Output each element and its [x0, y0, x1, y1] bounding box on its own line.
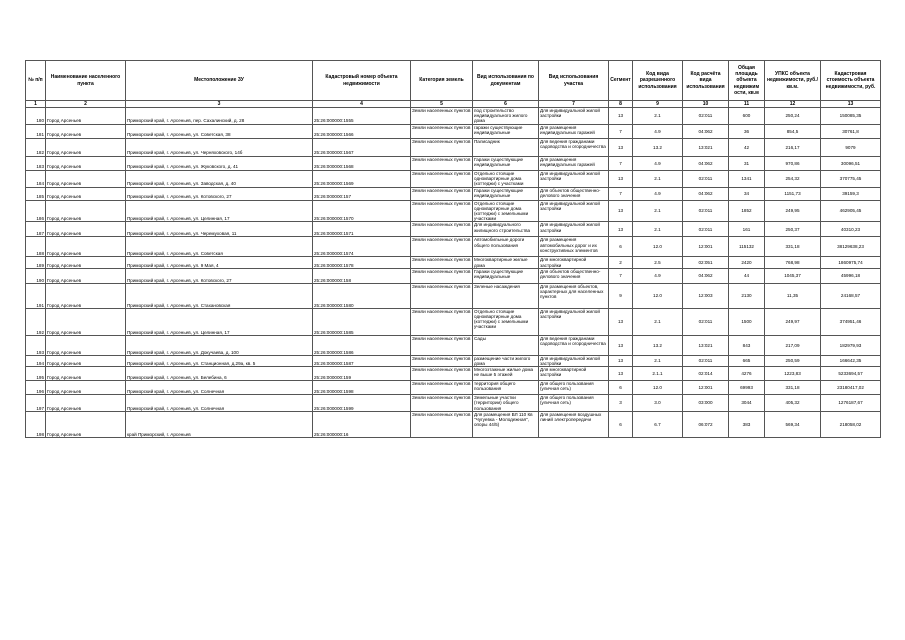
column-header: Кадастровая стоимость объекта недвижимости, руб.	[821, 61, 881, 101]
cell-use: Для индивидуальной жилой застройки	[539, 222, 609, 237]
cell-cad: 25:26:000000:1578	[313, 257, 411, 268]
column-header: Код расчёта вида использования	[683, 61, 729, 101]
cell-city: Город Арсеньев	[46, 222, 126, 237]
cell-cost: 30761,8	[821, 124, 881, 138]
cell-addr: Приморский край, г. Арсеньев, пер. Сахалинский, д. 28	[126, 108, 313, 125]
table-row	[26, 124, 881, 138]
cell-cat: Земли населенных пунктов	[411, 187, 473, 200]
cell-n: 192	[26, 308, 46, 335]
cell-area: 1341	[729, 170, 765, 187]
cell-seg: 6	[609, 381, 633, 395]
cell-addr: Приморский край, г. Арсеньев, ул. 9 Мая, 4	[126, 257, 313, 268]
cell-city: Город Арсеньев	[46, 108, 126, 125]
cell-city: Город Арсеньев	[46, 170, 126, 187]
cell-n: 196	[26, 381, 46, 395]
cell-use: Для ведения гражданами садоводства и огородничества	[539, 138, 609, 156]
cell-cad: 25:26:000000:1569	[313, 170, 411, 187]
cell-doc: Отдельно стоящие одноквартирные дома (коттеджи) с земельными участками	[473, 200, 539, 222]
cell-cost: 218058,02	[821, 411, 881, 437]
cell-addr: Приморский край, г. Арсеньев, ул. Солнечная	[126, 395, 313, 412]
cell-code: 2.1	[633, 170, 683, 187]
cell-seg: 7	[609, 124, 633, 138]
cell-cat: Земли населенных пунктов	[411, 395, 473, 412]
cell-upks: 249,95	[765, 200, 821, 222]
cell-cost: 23180417,02	[821, 381, 881, 395]
cell-n: 197	[26, 395, 46, 412]
column-header: Местоположение ЗУ	[126, 61, 313, 101]
column-header: Кадастровый номер объекта недвижимости	[313, 61, 411, 101]
cell-cost: 9079	[821, 138, 881, 156]
cell-seg: 13	[609, 200, 633, 222]
cell-doc: гаражи существующие индивидуальные	[473, 124, 539, 138]
column-number: 1	[26, 101, 46, 108]
cell-cost: 150085,35	[821, 108, 881, 125]
cell-upks: 331,18	[765, 237, 821, 257]
cell-doc: размещение части жилого дома	[473, 355, 539, 366]
cell-doc: территория общего пользования	[473, 381, 539, 395]
cell-area: 44	[729, 268, 765, 283]
table-row	[26, 108, 881, 125]
cell-calc: 12:001	[683, 237, 729, 257]
table-row	[26, 170, 881, 187]
cell-code: 2.1	[633, 108, 683, 125]
cell-cat: Земли населенных пунктов	[411, 268, 473, 283]
cell-n: 195	[26, 367, 46, 381]
cell-code: 4.9	[633, 124, 683, 138]
cell-use: Для размещения объектов, характерных для населенных пунктов	[539, 283, 609, 308]
table-row	[26, 335, 881, 355]
column-number: 8	[609, 101, 633, 108]
cell-doc: Сады	[473, 335, 539, 355]
cell-city: Город Арсеньев	[46, 355, 126, 366]
cell-calc: 06:072	[683, 411, 729, 437]
cell-calc: 02:011	[683, 200, 729, 222]
cell-cost: 374951,46	[821, 308, 881, 335]
column-number: 7	[539, 101, 609, 108]
cell-use: Для размещения индивидуальных гаражей	[539, 156, 609, 170]
cell-cad: 25:26:000000:16	[313, 411, 411, 437]
cell-n: 187	[26, 222, 46, 237]
cell-cost: 5233694,57	[821, 367, 881, 381]
cell-calc: 02:011	[683, 170, 729, 187]
cell-area: 1852	[729, 200, 765, 222]
cell-calc: 02:011	[683, 355, 729, 366]
cell-use: Для общего пользования (уличная сеть)	[539, 381, 609, 395]
cell-cad: 25:26:000000:1566	[313, 124, 411, 138]
table-row	[26, 308, 881, 335]
cell-cat: Земли населенных пунктов	[411, 257, 473, 268]
cell-addr: Приморский край, г. Арсеньев, ул. Советская, 38	[126, 124, 313, 138]
cell-calc: 02:011	[683, 308, 729, 335]
cell-n: 181	[26, 124, 46, 138]
cell-upks: 250,59	[765, 355, 821, 366]
table-row	[26, 355, 881, 366]
cell-doc: Гаражи существующие индивидуальные	[473, 187, 539, 200]
cell-city: Город Арсеньев	[46, 257, 126, 268]
cell-cad: 25:26:000000:1570	[313, 200, 411, 222]
cell-use: Для индивидуальной жилой застройки	[539, 170, 609, 187]
cell-code: 12.0	[633, 283, 683, 308]
cell-calc: 04:062	[683, 124, 729, 138]
table-row	[26, 411, 881, 437]
cell-area: 4276	[729, 367, 765, 381]
column-number-row	[26, 101, 881, 108]
cell-code: 2.1.1	[633, 367, 683, 381]
cell-addr: край Приморский, г. Арсеньев	[126, 411, 313, 437]
cell-cad: 25:26:000000:1567	[313, 138, 411, 156]
cell-code: 2.1	[633, 308, 683, 335]
cell-doc: Многоквартирные жилые дома	[473, 257, 539, 268]
cell-n: 185	[26, 187, 46, 200]
table-row	[26, 237, 881, 257]
cell-city: Город Арсеньев	[46, 283, 126, 308]
cell-upks: 1151,73	[765, 187, 821, 200]
cell-n: 189	[26, 257, 46, 268]
cell-n: 198	[26, 411, 46, 437]
cell-doc: Палисадник	[473, 138, 539, 156]
cell-city: Город Арсеньев	[46, 156, 126, 170]
cell-addr: Приморский край, г. Арсеньев, ул. Котовского, 27	[126, 187, 313, 200]
cell-city: Город Арсеньев	[46, 187, 126, 200]
cell-city: Город Арсеньев	[46, 395, 126, 412]
cell-n: 184	[26, 170, 46, 187]
column-header: Общая площадь объекта недвижим ости, кв.м	[729, 61, 765, 101]
table-row	[26, 138, 881, 156]
column-number: 2	[46, 101, 126, 108]
cell-area: 69993	[729, 381, 765, 395]
cell-area: 2420	[729, 257, 765, 268]
cell-upks: 970,86	[765, 156, 821, 170]
cell-seg: 7	[609, 187, 633, 200]
cell-calc: 04:062	[683, 268, 729, 283]
cell-city: Город Арсеньев	[46, 381, 126, 395]
cell-cad: 25:26:000000:1571	[313, 222, 411, 237]
cell-cad: 25:26:000000:1585	[313, 308, 411, 335]
cell-code: 2.1	[633, 355, 683, 366]
cell-code: 3.0	[633, 395, 683, 412]
table-row	[26, 200, 881, 222]
cell-cost: 182979,93	[821, 335, 881, 355]
cell-use: Для объектов общественно-делового значения	[539, 187, 609, 200]
cell-cad: 25:26:000000:1568	[313, 156, 411, 170]
cell-doc: Многоэтажные жилые дома не выше 5 этажей	[473, 367, 539, 381]
cell-addr: Приморский край, г. Арсеньев, ул. Котовского, 27	[126, 268, 313, 283]
cell-area: 600	[729, 108, 765, 125]
cell-upks: 854,5	[765, 124, 821, 138]
cell-cat: Земли населенных пунктов	[411, 308, 473, 335]
cell-n: 194	[26, 355, 46, 366]
cell-cat: Земли населенных пунктов	[411, 108, 473, 125]
cell-upks: 1223,83	[765, 367, 821, 381]
cell-calc: 13:021	[683, 138, 729, 156]
cell-n: 191	[26, 283, 46, 308]
cell-cad: 25:26:000000:1587	[313, 355, 411, 366]
column-header: Категория земель	[411, 61, 473, 101]
cell-cad: 25:26:000000:1598	[313, 381, 411, 395]
cell-n: 182	[26, 138, 46, 156]
cadastral-sheet	[25, 60, 880, 438]
cell-upks: 254,32	[765, 170, 821, 187]
cell-upks: 331,18	[765, 381, 821, 395]
cell-n: 180	[26, 108, 46, 125]
cell-cat: Земли населенных пунктов	[411, 411, 473, 437]
cell-code: 4.9	[633, 156, 683, 170]
cell-code: 4.9	[633, 268, 683, 283]
cell-cost: 39159,3	[821, 187, 881, 200]
cell-seg: 13	[609, 335, 633, 355]
cell-addr: Приморский край, г. Арсеньев, ул. Черемуховая, 11	[126, 222, 313, 237]
cell-doc: Для индивидуального жилищного строительства	[473, 222, 539, 237]
cell-city: Город Арсеньев	[46, 200, 126, 222]
cell-city: Город Арсеньев	[46, 367, 126, 381]
cell-cost: 166642,35	[821, 355, 881, 366]
cell-city: Город Арсеньев	[46, 268, 126, 283]
cell-cost: 462905,45	[821, 200, 881, 222]
table-row	[26, 395, 881, 412]
cell-addr: Приморский край, г. Арсеньев, ул. Целинная, 17	[126, 308, 313, 335]
cell-area: 665	[729, 355, 765, 366]
cell-upks: 768,98	[765, 257, 821, 268]
cell-cost: 30096,51	[821, 156, 881, 170]
cell-cat: Земли населенных пунктов	[411, 138, 473, 156]
cell-calc: 04:062	[683, 187, 729, 200]
cell-doc: Гаражи существующие индивидуальные	[473, 268, 539, 283]
cell-cost: 24168,57	[821, 283, 881, 308]
cell-area: 42	[729, 138, 765, 156]
cell-use: Для индивидуальной жилой застройки	[539, 200, 609, 222]
cell-addr: Приморский край, г. Арсеньев, ул. Целинная, 17	[126, 200, 313, 222]
cell-use: Для общего пользования (уличная сеть)	[539, 395, 609, 412]
column-number: 5	[411, 101, 473, 108]
cell-doc: Гаражи существующие индивидуальные	[473, 156, 539, 170]
column-number: 3	[126, 101, 313, 108]
cell-use: Для размещения автомобильных дорог и их конструктивных элементов	[539, 237, 609, 257]
cell-doc: Отдельно стоящие одноквартирные дома (коттеджи) с участками	[473, 170, 539, 187]
cell-doc: Для размещения ВЛ 110 Кв "Чугуевка - Молодежная", опоры 44/5)	[473, 411, 539, 437]
cell-area: 383	[729, 411, 765, 437]
table-row	[26, 283, 881, 308]
cell-upks: 250,24	[765, 108, 821, 125]
cell-use: Для индивидуальной жилой застройки	[539, 355, 609, 366]
cell-seg: 7	[609, 268, 633, 283]
cell-seg: 7	[609, 156, 633, 170]
cell-cost: 40310,23	[821, 222, 881, 237]
cell-doc: Зеленые насаждения	[473, 283, 539, 308]
cell-seg: 13	[609, 222, 633, 237]
cell-cat: Земли населенных пунктов	[411, 200, 473, 222]
cell-seg: 6	[609, 237, 633, 257]
cell-calc: 12:003	[683, 283, 729, 308]
cell-use: Для объектов общественно-делового значения	[539, 268, 609, 283]
table-row	[26, 156, 881, 170]
column-number: 13	[821, 101, 881, 108]
cadastral-table	[25, 60, 881, 438]
cell-area: 3044	[729, 395, 765, 412]
column-header: Вид использования участка	[539, 61, 609, 101]
cell-upks: 217,09	[765, 335, 821, 355]
cell-upks: 569,34	[765, 411, 821, 437]
cell-calc: 02:011	[683, 222, 729, 237]
cell-n: 183	[26, 156, 46, 170]
cell-area: 2130	[729, 283, 765, 308]
cell-cost: 38129638,23	[821, 237, 881, 257]
cell-area: 36	[729, 124, 765, 138]
cell-cat: Земли населенных пунктов	[411, 335, 473, 355]
cell-area: 161	[729, 222, 765, 237]
cell-city: Город Арсеньев	[46, 335, 126, 355]
cell-addr: Приморский край, г. Арсеньев, ул. Жуковского, д. 41	[126, 156, 313, 170]
cell-use: Для индивидуальной жилой застройки	[539, 308, 609, 335]
cell-use: Для многоквартирной застройки	[539, 367, 609, 381]
cell-use: Для размещения воздушных линий электропередачи	[539, 411, 609, 437]
table-row	[26, 381, 881, 395]
cell-addr: Приморский край, г. Арсеньев, ул. Станционная, д.29а, кв. 5	[126, 355, 313, 366]
cell-addr: Приморский край, г. Арсеньев, ул. Докучаева, д. 100	[126, 335, 313, 355]
cell-cost: 370775,45	[821, 170, 881, 187]
column-number: 9	[633, 101, 683, 108]
cell-area: 34	[729, 187, 765, 200]
column-number: 11	[729, 101, 765, 108]
cell-city: Город Арсеньев	[46, 124, 126, 138]
cell-seg: 13	[609, 355, 633, 366]
cell-upks: 11,35	[765, 283, 821, 308]
cell-upks: 249,97	[765, 308, 821, 335]
cell-cat: Земли населенных пунктов	[411, 170, 473, 187]
cell-n: 193	[26, 335, 46, 355]
cell-seg: 13	[609, 138, 633, 156]
cell-cad: 25:26:000000:1586	[313, 335, 411, 355]
cell-calc: 02:011	[683, 108, 729, 125]
cell-code: 2.1	[633, 200, 683, 222]
cell-cat: Земли населенных пунктов	[411, 367, 473, 381]
cell-use: Для размещения индивидуальных гаражей	[539, 124, 609, 138]
cell-addr: Приморский край, г. Арсеньев, ул. Советская	[126, 237, 313, 257]
table-row	[26, 268, 881, 283]
cell-cad: 25:26:000000:1580	[313, 283, 411, 308]
column-header: УПКС объекта недвижимости, руб./кв.м.	[765, 61, 821, 101]
cell-code: 2.5	[633, 257, 683, 268]
cell-upks: 405,32	[765, 395, 821, 412]
table-row	[26, 257, 881, 268]
cell-city: Город Арсеньев	[46, 308, 126, 335]
cell-use: Для индивидуальной жилой застройки	[539, 108, 609, 125]
cell-city: Город Арсеньев	[46, 237, 126, 257]
cell-upks: 250,37	[765, 222, 821, 237]
cell-code: 13.2	[633, 335, 683, 355]
cell-code: 6.7	[633, 411, 683, 437]
column-header: Вид использования по документам	[473, 61, 539, 101]
cell-cat: Земли населенных пунктов	[411, 237, 473, 257]
cell-cost: 1276187,67	[821, 395, 881, 412]
cell-seg: 3	[609, 395, 633, 412]
column-header: Наименование населенного пункта	[46, 61, 126, 101]
cell-use: Для ведения гражданами садоводства и огородничества	[539, 335, 609, 355]
column-header: Код вида разрешенного использования	[633, 61, 683, 101]
cell-upks: 1045,37	[765, 268, 821, 283]
column-number: 4	[313, 101, 411, 108]
cell-cat: Земли населенных пунктов	[411, 222, 473, 237]
cell-calc: 03:000	[683, 395, 729, 412]
cell-calc: 12:001	[683, 381, 729, 395]
cell-seg: 13	[609, 367, 633, 381]
cell-addr: Приморский край, г. Арсеньев, ул. Заводская, д. 40	[126, 170, 313, 187]
cell-seg: 6	[609, 411, 633, 437]
cell-cost: 1860975,74	[821, 257, 881, 268]
cell-cad: 25:26:000000:1599	[313, 395, 411, 412]
column-number: 6	[473, 101, 539, 108]
cell-calc: 13:021	[683, 335, 729, 355]
cell-area: 31	[729, 156, 765, 170]
cell-n: 186	[26, 200, 46, 222]
cell-calc: 02:051	[683, 257, 729, 268]
cell-cat: Земли населенных пунктов	[411, 283, 473, 308]
cell-addr: Приморский край, г. Арсеньев, ул. Солнечная	[126, 381, 313, 395]
cell-upks: 216,17	[765, 138, 821, 156]
column-number: 10	[683, 101, 729, 108]
cell-use: Для многоквартирной застройки	[539, 257, 609, 268]
cell-doc: под строительство индивидуального жилого дома	[473, 108, 539, 125]
cell-calc: 02:014	[683, 367, 729, 381]
table-row	[26, 222, 881, 237]
cell-seg: 13	[609, 170, 633, 187]
cell-addr: Приморский край, г. Арсеньев, ул. Стахановская	[126, 283, 313, 308]
cell-addr: Приморский край, г. Арсеньев, ул. Черняховского, 14б	[126, 138, 313, 156]
cell-n: 190	[26, 268, 46, 283]
cell-seg: 13	[609, 108, 633, 125]
cell-seg: 13	[609, 308, 633, 335]
cell-seg: 9	[609, 283, 633, 308]
cell-cad: 25:26:000000:158	[313, 268, 411, 283]
cell-code: 4.9	[633, 187, 683, 200]
cell-code: 12.0	[633, 237, 683, 257]
cell-doc: Земельные участки (территории) общего пользования	[473, 395, 539, 412]
cell-code: 13.2	[633, 138, 683, 156]
cell-doc: Отдельно стоящие одноквартирные дома (коттеджи) с земельными участками	[473, 308, 539, 335]
cell-cad: 25:26:000000:1555	[313, 108, 411, 125]
table-row	[26, 367, 881, 381]
table-body	[26, 108, 881, 438]
cell-city: Город Арсеньев	[46, 411, 126, 437]
cell-cost: 45996,18	[821, 268, 881, 283]
column-number: 12	[765, 101, 821, 108]
column-header: Сегмент	[609, 61, 633, 101]
cell-cat: Земли населенных пунктов	[411, 124, 473, 138]
cell-code: 2.1	[633, 222, 683, 237]
cell-cat: Земли населенных пунктов	[411, 381, 473, 395]
cell-code: 12.0	[633, 381, 683, 395]
cell-area: 1500	[729, 308, 765, 335]
cell-doc: Автомобильные дороги общего пользования	[473, 237, 539, 257]
cell-cad: 25:26:000000:1574	[313, 237, 411, 257]
header-row	[26, 61, 881, 101]
cell-city: Город Арсеньев	[46, 138, 126, 156]
cell-cad: 25:26:000000:157	[313, 187, 411, 200]
cell-cad: 25:26:000000:159	[313, 367, 411, 381]
cell-cat: Земли населенных пунктов	[411, 355, 473, 366]
cell-n: 188	[26, 237, 46, 257]
cell-area: 843	[729, 335, 765, 355]
cell-area: 115132	[729, 237, 765, 257]
cell-seg: 2	[609, 257, 633, 268]
cell-cat: Земли населенных пунктов	[411, 156, 473, 170]
column-header: № п/п	[26, 61, 46, 101]
table-row	[26, 187, 881, 200]
cell-calc: 04:062	[683, 156, 729, 170]
cell-addr: Приморский край, г. Арсеньев, ул. Белебина, 6	[126, 367, 313, 381]
